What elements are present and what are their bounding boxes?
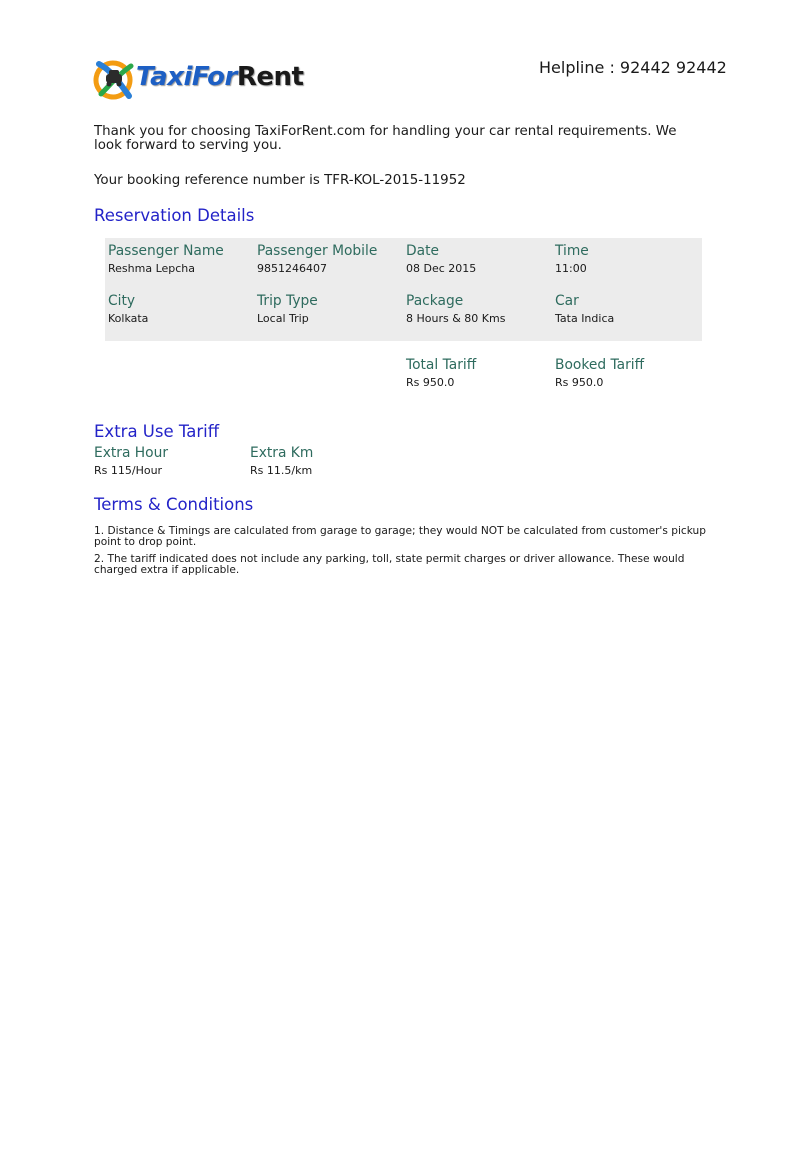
helpline-number: Helpline : 92442 92442 — [539, 58, 727, 77]
field-value: Rs 950.0 — [555, 376, 604, 389]
field-value: Rs 115/Hour — [94, 464, 163, 477]
city-field — [108, 293, 148, 325]
logo-wordmark-part1: TaxiFor — [136, 62, 237, 92]
terms-item: 2. The tariff indicated does not include any parking, toll, state permit charges or driver allowance. These would charged extra if applicable. — [94, 553, 685, 576]
field-label: Time — [555, 243, 589, 259]
taxi-car-swoosh-icon — [93, 56, 137, 102]
field-value: Kolkata — [108, 312, 149, 325]
field-label: Package — [406, 293, 464, 309]
field-value: 11:00 — [555, 262, 587, 275]
date-field — [406, 243, 476, 275]
field-label: Passenger Name — [108, 243, 224, 259]
logo-wordmark — [136, 62, 303, 92]
extra-use-tariff-heading: Extra Use Tariff — [94, 422, 220, 441]
field-label: Extra Km — [250, 445, 314, 461]
time-field — [555, 243, 589, 275]
field-label: Trip Type — [257, 293, 318, 309]
field-label: City — [108, 293, 136, 309]
booked-tariff-field — [555, 357, 644, 389]
taxiforrent-logo[interactable] — [93, 56, 308, 102]
package-field — [406, 293, 505, 325]
booking-reference: Your booking reference number is TFR-KOL-2015-11952 — [94, 173, 466, 188]
field-label: Date — [406, 243, 439, 259]
field-label: Passenger Mobile — [257, 243, 378, 259]
extra-km-field — [250, 445, 313, 477]
reservation-details-heading: Reservation Details — [94, 206, 255, 225]
passenger-name-field — [108, 243, 224, 275]
field-value: Rs 11.5/km — [250, 464, 313, 477]
field-value: 08 Dec 2015 — [406, 262, 477, 275]
field-value: Local Trip — [257, 312, 309, 325]
field-value: Rs 950.0 — [406, 376, 455, 389]
field-value: 8 Hours & 80 Kms — [406, 312, 506, 325]
trip-type-field — [257, 293, 318, 325]
total-tariff-field — [406, 357, 476, 389]
car-field — [555, 293, 614, 325]
field-label: Car — [555, 293, 579, 309]
field-label: Booked Tariff — [555, 357, 645, 373]
passenger-mobile-field — [257, 243, 377, 275]
terms-item: 1. Distance & Timings are calculated from garage to garage; they would NOT be calculated from customer's pickup point to drop point. — [94, 525, 706, 548]
logo-wordmark-part2: Rent — [236, 62, 304, 92]
extra-hour-field — [94, 445, 168, 477]
field-label: Total Tariff — [406, 357, 477, 373]
field-value: 9851246407 — [257, 262, 327, 275]
field-value: Tata Indica — [555, 312, 615, 325]
thank-you-message: Thank you for choosing TaxiForRent.com for handling your car rental requirements. We look forward to serving you. — [94, 124, 677, 153]
field-label: Extra Hour — [94, 445, 169, 461]
terms-list — [94, 526, 719, 582]
field-value: Reshma Lepcha — [108, 262, 196, 275]
terms-heading: Terms & Conditions — [94, 495, 254, 514]
